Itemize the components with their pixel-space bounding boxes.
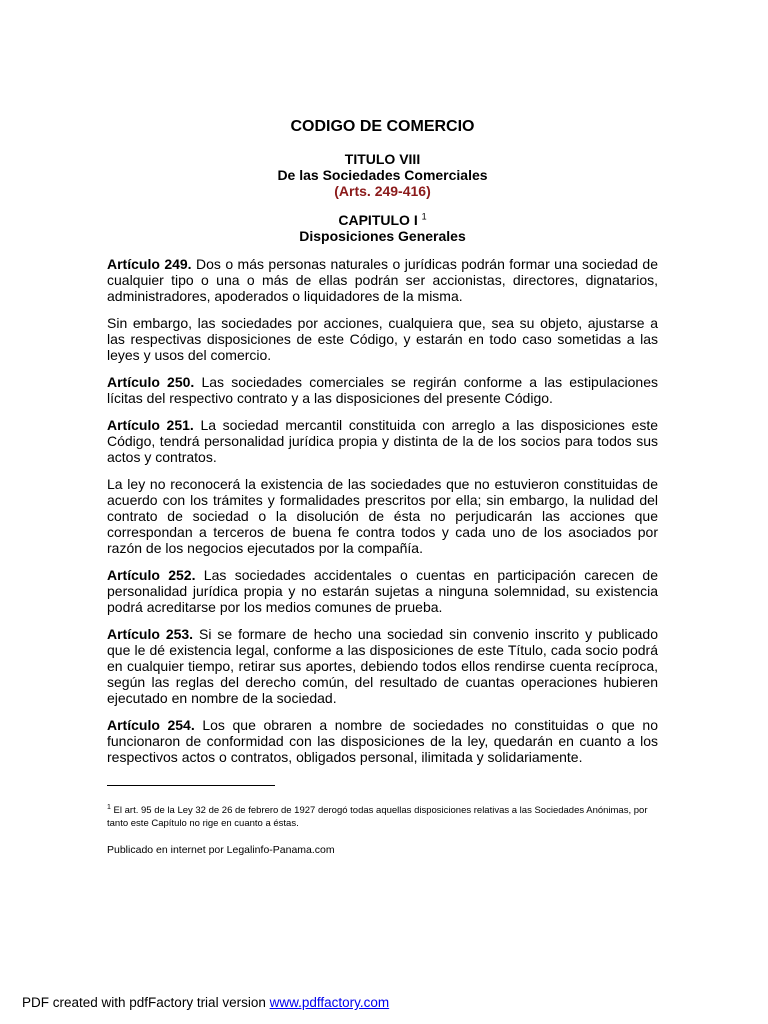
articles-range: (Arts. 249-416) xyxy=(334,183,431,199)
paragraph xyxy=(107,567,658,615)
document-title: CODIGO DE COMERCIO xyxy=(290,118,475,135)
paragraph xyxy=(107,417,658,465)
paragraph xyxy=(107,717,658,765)
capitulo-subtitle: Disposiciones Generales xyxy=(299,228,466,244)
paragraph-text: Las sociedades accidentales o cuentas en participación carecen de personalidad jurídica propia y no estarán sujetas a ninguna solemnidad, su existencia podrá acreditarse por los medios comunes de prueba. xyxy=(107,567,658,615)
pdf-footer xyxy=(22,994,389,1012)
paragraph-text: Los que obraren a nombre de sociedades no constituidas o que no funcionaron de conformidad con las disposiciones de la ley, quedarán en cuanto a los respectivos actos o contratos, obligados personal, ilimitada y solidariamente. xyxy=(107,717,658,765)
article-number: Artículo 252. xyxy=(107,567,196,583)
paragraph-text: La ley no reconocerá la existencia de las sociedades que no estuvieron constituidas de acuerdo con los trámites y formalidades prescritos por ella; sin embargo, la nulidad del contrato de sociedad o la disolución de ésta no perjudicarán las acciones que correspondan a terceros de buena fe contra todos y cada uno de los asociados por razón de los negocios ejecutados por la compañía. xyxy=(107,476,658,556)
titulo-block xyxy=(107,151,658,199)
pdffactory-link[interactable]: www.pdffactory.com xyxy=(269,995,390,1010)
footnote-reference[interactable]: 1 xyxy=(421,211,427,222)
paragraph-text: Las sociedades comerciales se regirán conforme a las estipulaciones lícitas del respectivo contrato y a las disposiciones del presente Código. xyxy=(107,374,658,406)
pdf-footer-text: PDF created with pdfFactory trial version xyxy=(22,995,270,1010)
paragraph-text: La sociedad mercantil constituida con arreglo a las disposiciones este Código, tendrá personalidad jurídica propia y distinta de la de los socios para todos sus actos y contratos. xyxy=(107,417,659,465)
paragraph xyxy=(107,256,658,304)
capitulo-block xyxy=(107,212,658,244)
footnote-divider xyxy=(107,785,275,786)
capitulo-heading xyxy=(107,212,658,228)
paragraph xyxy=(107,374,658,406)
article-number: Artículo 249. xyxy=(107,256,192,272)
published-by: Publicado en internet por Legalinfo-Panama.com xyxy=(107,844,335,856)
footnote xyxy=(107,804,658,830)
paragraph xyxy=(107,315,658,363)
paragraph-text: Dos o más personas naturales o jurídicas podrán formar una sociedad de cualquier tipo o una o más de ellas podrán ser accionistas, directores, dignatarios, administradores, apoderados o liquidadores de la misma. xyxy=(107,256,659,304)
titulo-subtitle: De las Sociedades Comerciales xyxy=(277,167,488,183)
paragraph-text: Si se formare de hecho una sociedad sin convenio inscrito y publicado que le dé existencia legal, conforme a las disposiciones de este Título, cada socio podrá en cualquier tiempo, retirar sus aportes, debiendo todos ellos rendirse cuenta recíproca, según las reglas del derecho común, del resultado de cuantas operaciones hubieren ejecutado en nombre de la sociedad. xyxy=(107,626,659,706)
titulo-heading: TITULO VIII xyxy=(344,151,421,167)
article-number: Artículo 253. xyxy=(107,626,194,642)
article-number: Artículo 251. xyxy=(107,417,194,433)
article-number: Artículo 254. xyxy=(107,717,195,733)
paragraph xyxy=(107,476,658,556)
footnote-number: 1 xyxy=(107,803,111,811)
article-body xyxy=(107,256,658,765)
document-page xyxy=(107,112,658,857)
paragraph-text: Sin embargo, las sociedades por acciones, cualquiera que, sea su objeto, ajustarse a las respectivas disposiciones de este Código, y estarán en todo caso sometidas a las leyes y usos del comercio. xyxy=(107,315,658,363)
article-number: Artículo 250. xyxy=(107,374,195,390)
capitulo-title: CAPITULO I xyxy=(338,212,418,228)
footnote-text: El art. 95 de la Ley 32 de 26 de febrero de 1927 derogó todas aquellas disposiciones relativas a las Sociedades Anónimas, por tanto este Capítulo no rige en cuanto a éstas. xyxy=(107,805,648,829)
paragraph xyxy=(107,626,658,706)
